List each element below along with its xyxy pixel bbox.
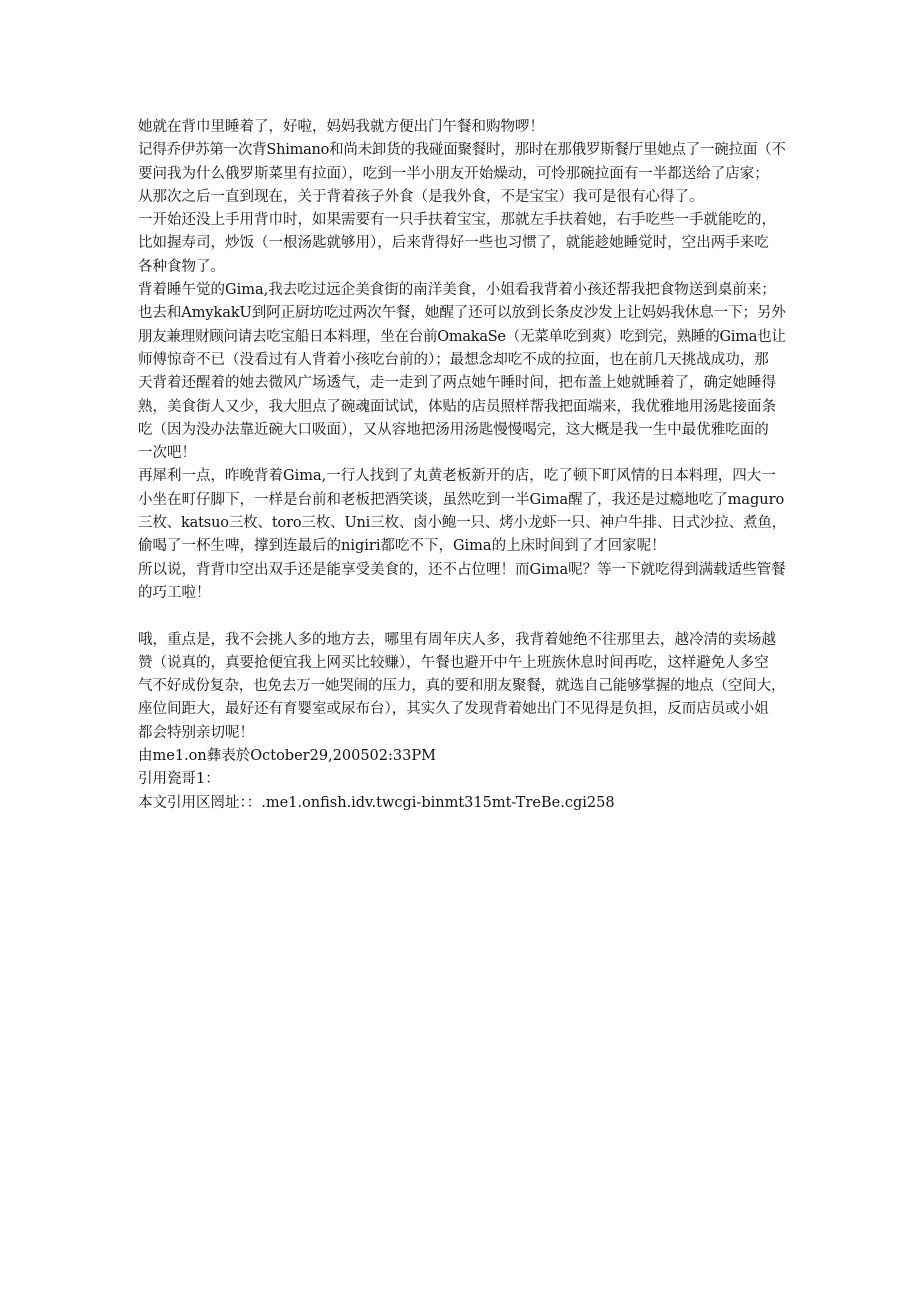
paragraph [138, 279, 786, 465]
text-line: 再犀利一点，昨晚背着Gima,一行人找到了丸黄老板新开的店，吃了顿下町风情的日本料理，四大一 [138, 468, 776, 485]
text-line: 本文引用区罔址：：.me1.onfish.idv.twcgi-binmt315mt-TreBe.cgi258 [138, 794, 615, 811]
paragraph [138, 209, 786, 279]
paragraph [138, 465, 786, 558]
text-line: 师傅惊奇不已（没看过有人背着小孩吃台前的）；最想念却吃不成的拉面，也在前几天挑战成功，那 [138, 351, 769, 368]
text-line: 三枚、katsuo三枚、toro三枚、Uni三枚、卤小鲍一只、烤小龙虾一只、神户牛排、日式沙拉、煮鱼， [138, 515, 786, 532]
paragraph [138, 745, 786, 768]
article-body [138, 116, 786, 815]
text-line: 从那次之后一直到现在，关于背着孩子外食（是我外食，不是宝宝）我可是很有心得了。 [138, 188, 704, 205]
text-line: 都会特别亲切呢！ [138, 724, 254, 741]
paragraph [138, 792, 786, 815]
paragraph [138, 768, 786, 791]
text-line: 由me1.on彝表於October29,200502:33PM [138, 748, 436, 765]
text-line: 小坐在町仔脚下，一样是台前和老板把酒笑谈，虽然吃到一半Gima醒了，我还是过瘾地吃了maguro [138, 491, 785, 508]
text-line: 背着睡午觉的Gima,我去吃过远企美食街的南洋美食，小姐看我背着小孩还帮我把食物送到桌前来； [138, 282, 776, 299]
text-line: 一开始还没上手用背巾时，如果需要有一只手扶着宝宝，那就左手扶着她，右手吃些一手就能吃的， [138, 212, 776, 229]
text-line: 熟，美食街人又少，我大胆点了碗魂面试试，体贴的店员照样帮我把面端来，我优雅地用汤匙接面条 [138, 398, 776, 415]
text-line: 记得乔伊苏第一次背Shimano和尚未卸货的我碰面聚餐时，那时在那俄罗斯餐厅里她点了一碗拉面（不 [138, 142, 786, 159]
text-line: 偷喝了一杯生啤，撑到连最后的nigiri都吃不下，Gima的上床时间到了才回家呢！ [138, 538, 666, 555]
paragraph [138, 559, 786, 606]
text-line: 比如握寿司，炒饭（一根汤匙就够用），后来背得好一些也习惯了，就能趁她睡觉时，空出两手来吃 [138, 235, 769, 252]
text-line: 的巧工啦！ [138, 584, 211, 601]
text-line: 也去和AmykakU到阿正厨坊吃过两次午餐，她醒了还可以放到长条皮沙发上让妈妈我休息一下；另外 [138, 305, 786, 322]
text-line: 所以说，背背巾空出双手还是能享受美食的，还不占位哩！而Gima呢？等一下就吃得到满载适些管餐 [138, 561, 786, 578]
text-line: 吃（因为没办法靠近碗大口吸面），又从容地把汤用汤匙慢慢喝完，这大概是我一生中最优雅吃面的 [138, 421, 769, 438]
text-line: 她就在背巾里睡着了，好啦，妈妈我就方便出门午餐和购物啰！ [138, 119, 544, 135]
text-line: 天背着还醒着的她去微风广场透气，走一走到了两点她午睡时间，把布盖上她就睡着了，确定她睡得 [138, 375, 776, 392]
text-line: 气不好成份复杂，也免去万一她哭闹的压力，真的要和朋友聚餐，就选自己能够掌握的地点（空间大， [138, 678, 786, 695]
text-line: 赞（说真的，真要抢便宜我上网买比较赚），午餐也避开中午上班族休息时间再吃，这样避免人多空 [138, 654, 769, 671]
text-line: 朋友兼理财顾问请去吃宝船日本料理，坐在台前OmakaSe（无菜单吃到爽）吃到完，熟睡的Gima也让 [138, 328, 786, 345]
paragraph [138, 629, 786, 745]
paragraph-spacer [138, 605, 786, 628]
text-line: 引用瓷哥1： [138, 771, 220, 788]
paragraph [138, 139, 786, 209]
text-line: 座位间距大，最好还有育婴室或尿布台），其实久了发现背着她出门不见得是负担，反而店员或小姐 [138, 701, 769, 718]
text-line: 哦，重点是，我不会挑人多的地方去，哪里有周年庆人多，我背着她绝不往那里去，越冷清的卖场越 [138, 631, 776, 648]
paragraph [138, 116, 786, 139]
text-line: 一次吧！ [138, 445, 196, 462]
text-line: 各种食物了。 [138, 258, 225, 275]
text-line: 要问我为什么俄罗斯菜里有拉面），吃到一半小朋友开始燥动，可怜那碗拉面有一半都送给了店家； [138, 165, 769, 182]
